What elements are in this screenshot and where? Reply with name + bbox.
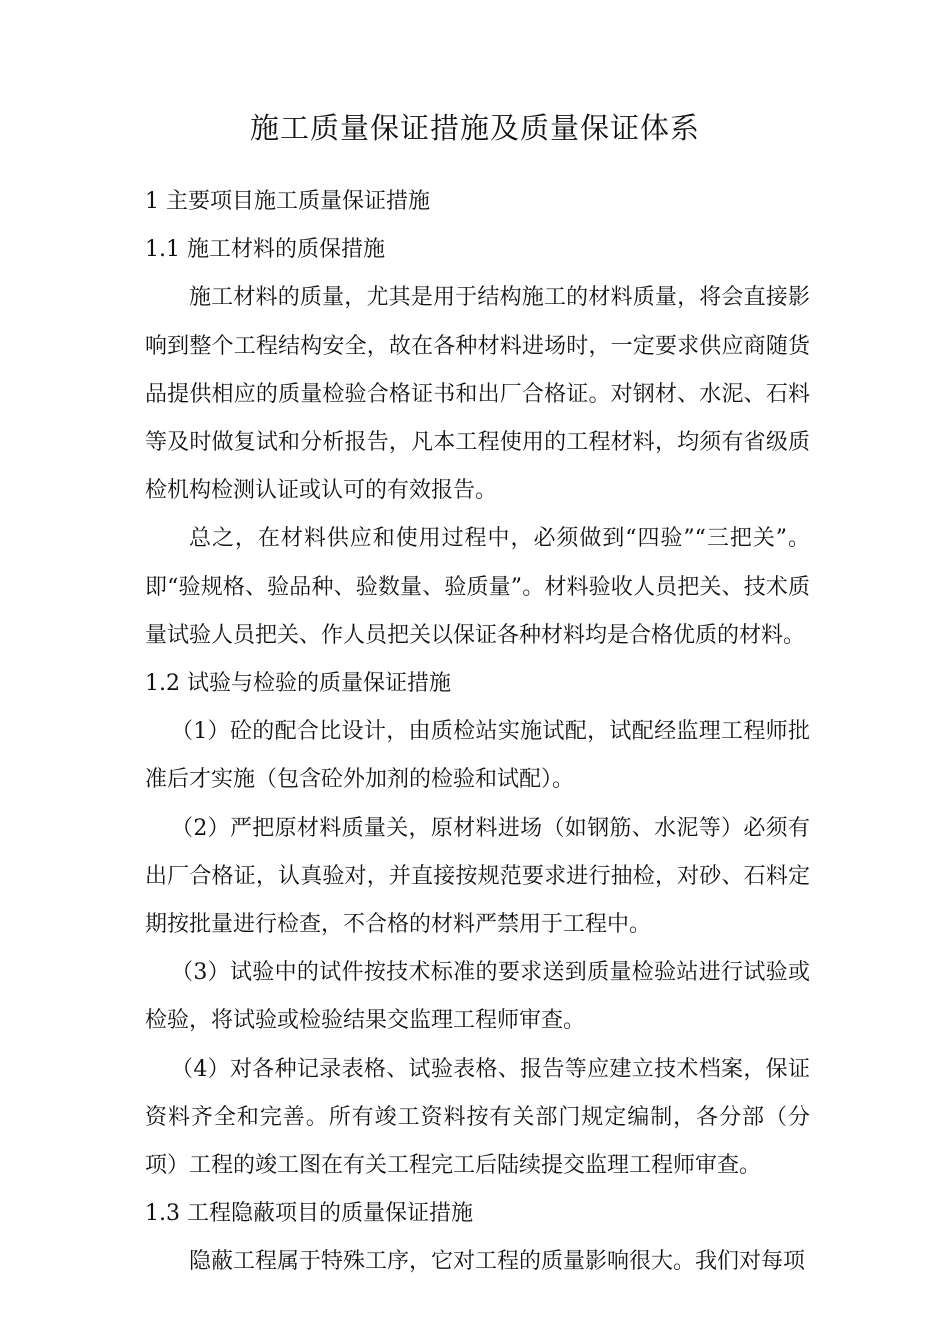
section-heading-1: 1 主要项目施工质量保证措施 [145, 189, 430, 214]
document-title: 施工质量保证措施及质量保证体系 [249, 111, 700, 145]
list-item: （1）砼的配合比设计，由质检站实施试配，试配经监理工程师批准后才实施（包含砼外加剂的检验和试配）。 [145, 719, 810, 793]
paragraph: 施工材料的质量，尤其是用于结构施工的材料质量，将会直接影响到整个工程结构安全，故在各种材料进场时，一定要求供应商随货品提供相应的质量检验合格证书和出厂合格证。对钢材、水泥、石料等及时做复试和分析报告，凡本工程使用的工程材料，均须有省级质检机构检测认证或认可的有效报告。 [145, 285, 810, 504]
document-body [145, 178, 810, 1287]
subsection-heading-1-2: 1.2 试验与检验的质量保证措施 [145, 671, 451, 697]
subsection-heading-1-1: 1.1 施工材料的质保措施 [145, 237, 385, 263]
paragraph: 隐蔽工程属于特殊工序，它对工程的质量影响很大。我们对每项 [189, 1249, 806, 1275]
list-item: （2）严把原材料质量关，原材料进场（如钢筋、水泥等）必须有出厂合格证，认真验对，并直接按规范要求进行抽检，对砂、石料定期按批量进行检查，不合格的材料严禁用于工程中。 [145, 815, 810, 938]
paragraph: 总之，在材料供应和使用过程中，必须做到“四验”“三把关”。即“验规格、验品种、验数量、验质量”。材料验收人员把关、技术质量试验人员把关、作人员把关以保证各种材料均是合格优质的材料。 [145, 526, 810, 648]
list-item: （3）试验中的试件按技术标准的要求送到质量检验站进行试验或检验，将试验或检验结果交监理工程师审查。 [145, 960, 810, 1034]
list-item: （4）对各种记录表格、试验表格、报告等应建立技术档案，保证资料齐全和完善。所有竣工资料按有关部门规定编制，各分部（分项）工程的竣工图在有关工程完工后陆续提交监理工程师审查。 [145, 1056, 810, 1179]
subsection-heading-1-3: 1.3 工程隐蔽项目的质量保证措施 [145, 1201, 473, 1227]
